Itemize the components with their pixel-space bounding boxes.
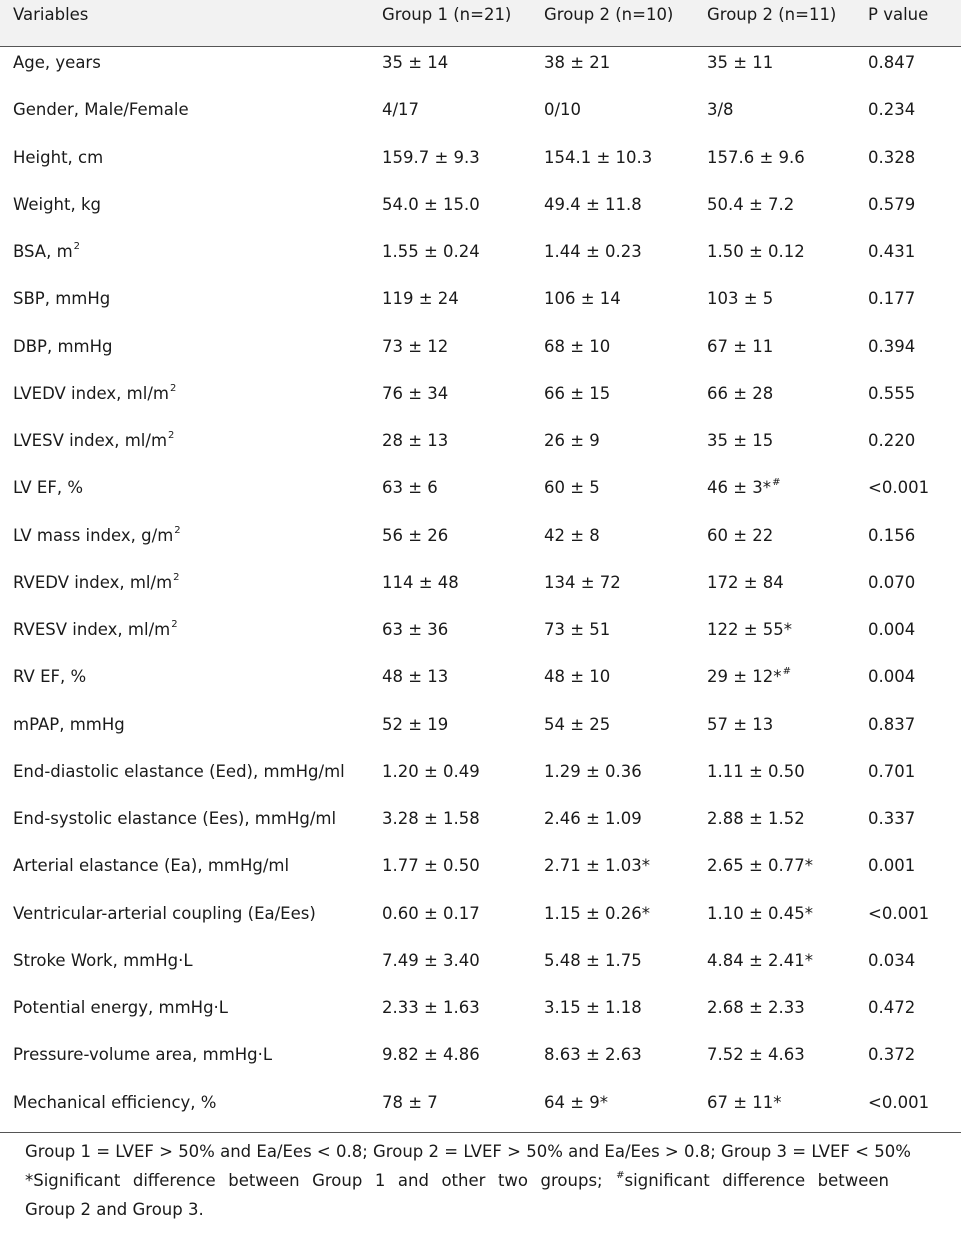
cell-group-2 [544, 148, 652, 168]
cell-group-2 [544, 715, 610, 735]
table-row [0, 378, 961, 425]
cell-variable [13, 431, 174, 454]
cell-group-1-text: 76 ± 34 [382, 383, 449, 403]
table-row [0, 992, 961, 1039]
cell-group-1 [382, 856, 480, 876]
cell-group-1 [382, 762, 480, 782]
cell-group-1-text: 119 ± 24 [382, 289, 459, 309]
table-row [0, 520, 961, 567]
cell-group-3 [707, 762, 805, 782]
table-bottom-rule [0, 1132, 961, 1133]
cell-p-value [868, 904, 929, 924]
cell-group-2 [544, 384, 610, 404]
cell-group-1 [382, 620, 448, 640]
cell-group-1 [382, 53, 448, 73]
table-row [0, 94, 961, 141]
cell-variable-text: RVESV index, ml/m [13, 620, 171, 639]
cell-group-3 [707, 809, 805, 829]
header-group-1: Group 1 (n=21) [382, 5, 512, 24]
cell-group-3 [707, 856, 813, 876]
table-row [0, 331, 961, 378]
cell-group-1-text: 9.82 ± 4.86 [382, 1045, 480, 1065]
cell-group-1-text: 2.33 ± 1.63 [382, 998, 480, 1017]
cell-variable [13, 998, 228, 1018]
cell-group-1 [382, 337, 448, 357]
cell-group-3 [707, 1093, 782, 1113]
cell-group-3 [707, 431, 773, 451]
cell-group-2 [544, 195, 642, 215]
cell-variable-text: RVEDV index, ml/m [13, 572, 173, 592]
cell-p-value [868, 431, 915, 451]
cell-group-3 [707, 289, 773, 309]
cell-variable [13, 856, 289, 876]
cell-p-value-text: 0.004 [868, 620, 916, 639]
table-row [0, 898, 961, 945]
cell-group-2 [544, 998, 642, 1018]
table-row [0, 803, 961, 850]
cell-group-2-text: 1.15 ± 0.26* [544, 903, 651, 923]
cell-variable-text: End-diastolic elastance (Eed), mmHg/ml [13, 761, 345, 781]
cell-group-2-text: 64 ± 9* [544, 1092, 609, 1112]
cell-p-value [868, 148, 915, 168]
cell-group-3-text: 29 ± 12* [707, 667, 782, 687]
cell-group-1-text: 73 ± 12 [382, 336, 449, 356]
cell-variable-text: Gender, Male/Female [13, 100, 189, 120]
cell-group-2-text: 2.71 ± 1.03* [544, 856, 651, 876]
cell-group-2-text: 38 ± 21 [544, 53, 611, 72]
cell-group-2-text: 26 ± 9 [544, 431, 600, 450]
table-row [0, 661, 961, 708]
cell-group-2 [544, 526, 600, 546]
cell-group-2-text: 49.4 ± 11.8 [544, 194, 642, 214]
cell-group-1 [382, 242, 480, 262]
cell-p-value-text: 0.847 [868, 53, 916, 72]
cell-variable-superscript: 2 [173, 571, 180, 583]
table-row [0, 614, 961, 661]
cell-group-1 [382, 289, 459, 309]
cell-group-2 [544, 904, 650, 924]
cell-variable-text: RV EF, % [13, 667, 87, 687]
cell-variable-text: Potential energy, mmHg·L [13, 998, 228, 1017]
cell-group-1 [382, 1045, 480, 1065]
cell-p-value-text: <0.001 [868, 478, 930, 498]
cell-p-value [868, 856, 915, 876]
cell-group-3 [707, 53, 773, 73]
cell-group-1 [382, 951, 480, 971]
cell-group-3-text: 66 ± 28 [707, 383, 774, 403]
cell-p-value-text: 0.177 [868, 289, 916, 309]
cell-group-2 [544, 809, 642, 829]
cell-group-3-text: 122 ± 55* [707, 620, 793, 639]
cell-variable [13, 148, 103, 168]
cell-group-2-text: 66 ± 15 [544, 383, 611, 403]
cell-group-3-text: 2.88 ± 1.52 [707, 809, 805, 828]
cell-variable-text: Height, cm [13, 147, 104, 167]
cell-p-value-text: 0.472 [868, 998, 916, 1017]
cell-group-2 [544, 431, 600, 451]
cell-group-3 [707, 998, 805, 1018]
cell-group-3 [707, 951, 813, 971]
cell-group-1-text: 35 ± 14 [382, 53, 449, 72]
footnote-significance-post: significant difference between [624, 1171, 889, 1190]
cell-group-3 [707, 100, 734, 120]
cell-group-3 [707, 715, 773, 735]
cell-group-3-text: 60 ± 22 [707, 525, 774, 545]
cell-group-1-text: 78 ± 7 [382, 1092, 438, 1112]
cell-group-2-text: 1.44 ± 0.23 [544, 242, 642, 261]
cell-group-1-text: 159.7 ± 9.3 [382, 147, 480, 167]
cell-group-3-text: 46 ± 3* [707, 478, 772, 498]
cell-variable [13, 337, 113, 357]
cell-group-3 [707, 667, 791, 690]
header-group-2: Group 2 (n=10) [544, 5, 674, 24]
cell-group-3 [707, 337, 773, 357]
cell-group-2-text: 68 ± 10 [544, 336, 611, 356]
cell-group-1-text: 54.0 ± 15.0 [382, 194, 480, 214]
cell-p-value-text: 0.372 [868, 1045, 916, 1065]
cell-variable-text: Weight, kg [13, 194, 102, 214]
cell-group-3-text: 50.4 ± 7.2 [707, 194, 795, 214]
cell-p-value [868, 337, 915, 357]
cell-p-value [868, 1045, 915, 1065]
cell-group-1 [382, 573, 459, 593]
cell-group-1 [382, 526, 448, 546]
cell-variable-superscript: 2 [174, 524, 181, 536]
footnote-significance [25, 1171, 889, 1194]
table-row [0, 709, 961, 756]
cell-variable-text: Ventricular-arterial coupling (Ea/Ees) [13, 903, 316, 923]
cell-variable [13, 526, 181, 549]
cell-variable-text: Arterial elastance (Ea), mmHg/ml [13, 856, 290, 876]
cell-variable [13, 667, 86, 687]
cell-p-value [868, 573, 915, 593]
cell-group-1 [382, 904, 480, 924]
cell-variable-superscript: 2 [168, 430, 175, 441]
cell-p-value [868, 951, 915, 971]
header-p-value: P value [868, 5, 929, 24]
cell-group-2 [544, 242, 642, 262]
cell-p-value-text: 0.394 [868, 336, 916, 356]
cell-group-1-text: 114 ± 48 [382, 572, 459, 592]
cell-group-3-text: 67 ± 11* [707, 1092, 782, 1112]
cell-group-2-text: 1.29 ± 0.36 [544, 761, 642, 781]
cell-group-3-text: 3/8 [707, 100, 734, 120]
cell-p-value-text: 0.234 [868, 100, 916, 120]
cell-p-value [868, 289, 915, 309]
cell-group-2 [544, 289, 621, 309]
cell-group-3-text: 1.10 ± 0.45* [707, 903, 814, 923]
cell-variable [13, 478, 83, 498]
cell-variable-text: Pressure-volume area, mmHg·L [13, 1045, 273, 1065]
cell-variable [13, 100, 189, 120]
cell-group-3 [707, 478, 780, 501]
cell-p-value-text: <0.001 [868, 903, 930, 923]
cell-group-1-text: 1.20 ± 0.49 [382, 761, 480, 781]
cell-variable-text: LV EF, % [13, 478, 83, 498]
table-row [0, 283, 961, 330]
table-row [0, 567, 961, 614]
cell-group-2 [544, 478, 600, 498]
cell-p-value-text: 0.034 [868, 950, 916, 970]
cell-variable [13, 715, 125, 735]
cell-group-2 [544, 667, 610, 687]
cell-variable-text: Mechanical efficiency, % [13, 1092, 217, 1112]
cell-group-3-text: 35 ± 11 [707, 53, 774, 72]
footnote-significance-pre: *Significant difference between Group 1 and other two groups; [25, 1171, 603, 1190]
table-header-row [0, 0, 961, 47]
footnote-group-definitions: Group 1 = LVEF > 50% and Ea/Ees < 0.8; Group 2 = LVEF > 50% and Ea/Ees > 0.8; Group 3 = LVEF < 50% [25, 1142, 911, 1161]
table-row [0, 756, 961, 803]
table-row [0, 189, 961, 236]
cell-p-value [868, 195, 915, 215]
cell-variable [13, 904, 316, 924]
cell-p-value [868, 809, 915, 829]
cell-group-1 [382, 715, 448, 735]
cell-group-1-text: 48 ± 13 [382, 667, 449, 687]
cell-p-value [868, 1093, 929, 1113]
cell-group-3 [707, 620, 792, 640]
cell-group-3-text: 67 ± 11 [707, 336, 774, 356]
table-row [0, 850, 961, 897]
cell-group-1-text: 63 ± 36 [382, 620, 449, 639]
cell-group-3 [707, 526, 773, 546]
cell-group-3-text: 4.84 ± 2.41* [707, 950, 814, 970]
cell-variable [13, 195, 101, 215]
cell-p-value [868, 242, 915, 262]
cell-variable-text: Age, years [13, 53, 101, 72]
cell-variable [13, 53, 101, 73]
cell-variable-text: BSA, m [13, 242, 73, 261]
cell-group-2 [544, 856, 650, 876]
cell-variable-text: End-systolic elastance (Ees), mmHg/ml [13, 809, 337, 828]
cell-group-3-superscript: # [772, 477, 781, 489]
table-row [0, 945, 961, 992]
cell-group-1-text: 52 ± 19 [382, 714, 449, 734]
cell-p-value-text: 0.004 [868, 667, 916, 687]
cell-group-3 [707, 904, 813, 924]
cell-variable [13, 620, 178, 643]
cell-p-value [868, 620, 915, 640]
cell-group-2 [544, 337, 610, 357]
cell-variable [13, 1093, 216, 1113]
cell-variable-text: LVEDV index, ml/m [13, 383, 169, 403]
cell-p-value [868, 526, 915, 546]
cell-group-3 [707, 195, 794, 215]
cell-group-3-text: 1.50 ± 0.12 [707, 242, 805, 261]
cell-group-1-text: 3.28 ± 1.58 [382, 809, 480, 828]
cell-variable [13, 762, 345, 782]
header-variables: Variables [13, 5, 89, 24]
cell-p-value-text: 0.837 [868, 714, 916, 734]
cell-group-1-text: 1.77 ± 0.50 [382, 856, 480, 876]
cell-group-1 [382, 384, 448, 404]
cell-p-value [868, 53, 915, 73]
cell-variable [13, 289, 110, 309]
cell-group-2-text: 73 ± 51 [544, 620, 611, 639]
cell-p-value-text: 0.070 [868, 572, 916, 592]
cell-group-2 [544, 620, 610, 640]
table-row [0, 425, 961, 472]
cell-variable-text: mPAP, mmHg [13, 714, 125, 734]
table-row [0, 1039, 961, 1086]
cell-p-value-text: 0.701 [868, 761, 916, 781]
cell-variable-text: LVESV index, ml/m [13, 431, 168, 450]
cell-group-2 [544, 951, 642, 971]
cell-p-value-text: 0.337 [868, 809, 916, 828]
cell-group-1 [382, 998, 480, 1018]
cell-p-value [868, 998, 915, 1018]
cell-variable [13, 951, 193, 971]
cell-group-3-superscript: # [782, 666, 791, 678]
cell-group-3-text: 2.68 ± 2.33 [707, 998, 805, 1017]
cell-p-value-text: <0.001 [868, 1092, 930, 1112]
cell-group-1-text: 1.55 ± 0.24 [382, 242, 480, 261]
cell-group-1-text: 0.60 ± 0.17 [382, 903, 480, 923]
cell-group-1 [382, 478, 438, 498]
cell-variable-superscript: 2 [73, 241, 81, 252]
cell-group-1 [382, 1093, 438, 1113]
cell-p-value [868, 715, 915, 735]
cell-group-3-text: 172 ± 84 [707, 572, 784, 592]
cell-group-1-text: 63 ± 6 [382, 478, 438, 498]
cell-group-1-text: 4/17 [382, 100, 420, 120]
cell-group-2-text: 134 ± 72 [544, 572, 621, 592]
cell-p-value [868, 384, 915, 404]
cell-variable-text: Stroke Work, mmHg·L [13, 950, 193, 970]
cell-variable [13, 573, 180, 596]
cell-group-1 [382, 809, 480, 829]
cell-variable [13, 1045, 272, 1065]
cell-p-value [868, 100, 915, 120]
cell-group-3 [707, 148, 805, 168]
cell-group-1 [382, 148, 480, 168]
cell-group-3-text: 103 ± 5 [707, 289, 774, 309]
cell-p-value [868, 762, 915, 782]
cell-variable [13, 242, 80, 265]
cell-group-2-text: 2.46 ± 1.09 [544, 809, 642, 828]
cell-group-2 [544, 1045, 642, 1065]
cell-variable-text: LV mass index, g/m [13, 525, 174, 545]
cell-p-value [868, 478, 929, 498]
cell-group-3-text: 1.11 ± 0.50 [707, 761, 805, 781]
cell-group-2-text: 3.15 ± 1.18 [544, 998, 642, 1017]
cell-group-2 [544, 53, 610, 73]
cell-group-2-text: 0/10 [544, 100, 582, 120]
cell-group-2-text: 106 ± 14 [544, 289, 621, 309]
cell-variable [13, 384, 176, 407]
cell-variable-superscript: 2 [169, 382, 177, 394]
cell-group-2-text: 8.63 ± 2.63 [544, 1045, 642, 1065]
table-row [0, 47, 961, 94]
cell-p-value-text: 0.579 [868, 194, 916, 214]
header-group-3: Group 2 (n=11) [707, 5, 837, 24]
table-row [0, 236, 961, 283]
cell-group-1 [382, 195, 480, 215]
footnote-group-2-3: Group 2 and Group 3. [25, 1200, 204, 1219]
cell-group-2 [544, 100, 581, 120]
cell-group-2-text: 48 ± 10 [544, 667, 611, 687]
table-row [0, 142, 961, 189]
cell-group-1-text: 28 ± 13 [382, 431, 449, 450]
cell-variable-text: DBP, mmHg [13, 336, 113, 356]
cell-group-1 [382, 667, 448, 687]
cell-group-1-text: 7.49 ± 3.40 [382, 950, 480, 970]
table-row [0, 472, 961, 519]
cell-group-2 [544, 1093, 608, 1113]
cell-group-1 [382, 100, 419, 120]
cell-group-3-text: 35 ± 15 [707, 431, 774, 450]
table-row [0, 1087, 961, 1134]
cell-group-3-text: 2.65 ± 0.77* [707, 856, 814, 876]
cell-group-2-text: 60 ± 5 [544, 478, 600, 498]
footnote-hash-marker: # [616, 1170, 625, 1181]
cell-p-value [868, 667, 915, 687]
cell-group-3-text: 7.52 ± 4.63 [707, 1045, 805, 1065]
cell-group-2-text: 42 ± 8 [544, 525, 600, 545]
cell-group-2-text: 154.1 ± 10.3 [544, 147, 653, 167]
cell-variable-superscript: 2 [171, 619, 178, 630]
cell-group-2-text: 54 ± 25 [544, 714, 611, 734]
cell-p-value-text: 0.001 [868, 856, 916, 876]
cell-group-3 [707, 1045, 805, 1065]
cell-p-value-text: 0.555 [868, 383, 916, 403]
cell-group-3-text: 157.6 ± 9.6 [707, 147, 805, 167]
cell-group-2 [544, 762, 642, 782]
cell-group-3 [707, 242, 805, 262]
cell-variable-text: SBP, mmHg [13, 289, 111, 309]
cell-group-1-text: 56 ± 26 [382, 525, 449, 545]
cell-group-1 [382, 431, 448, 451]
cell-group-2-text: 5.48 ± 1.75 [544, 950, 642, 970]
cell-group-3-text: 57 ± 13 [707, 714, 774, 734]
cell-p-value-text: 0.220 [868, 431, 916, 450]
cell-group-3 [707, 384, 773, 404]
cell-p-value-text: 0.328 [868, 147, 916, 167]
cell-p-value-text: 0.431 [868, 242, 916, 261]
cell-p-value-text: 0.156 [868, 525, 916, 545]
cell-group-2 [544, 573, 621, 593]
cell-variable [13, 809, 336, 829]
cell-group-3 [707, 573, 784, 593]
